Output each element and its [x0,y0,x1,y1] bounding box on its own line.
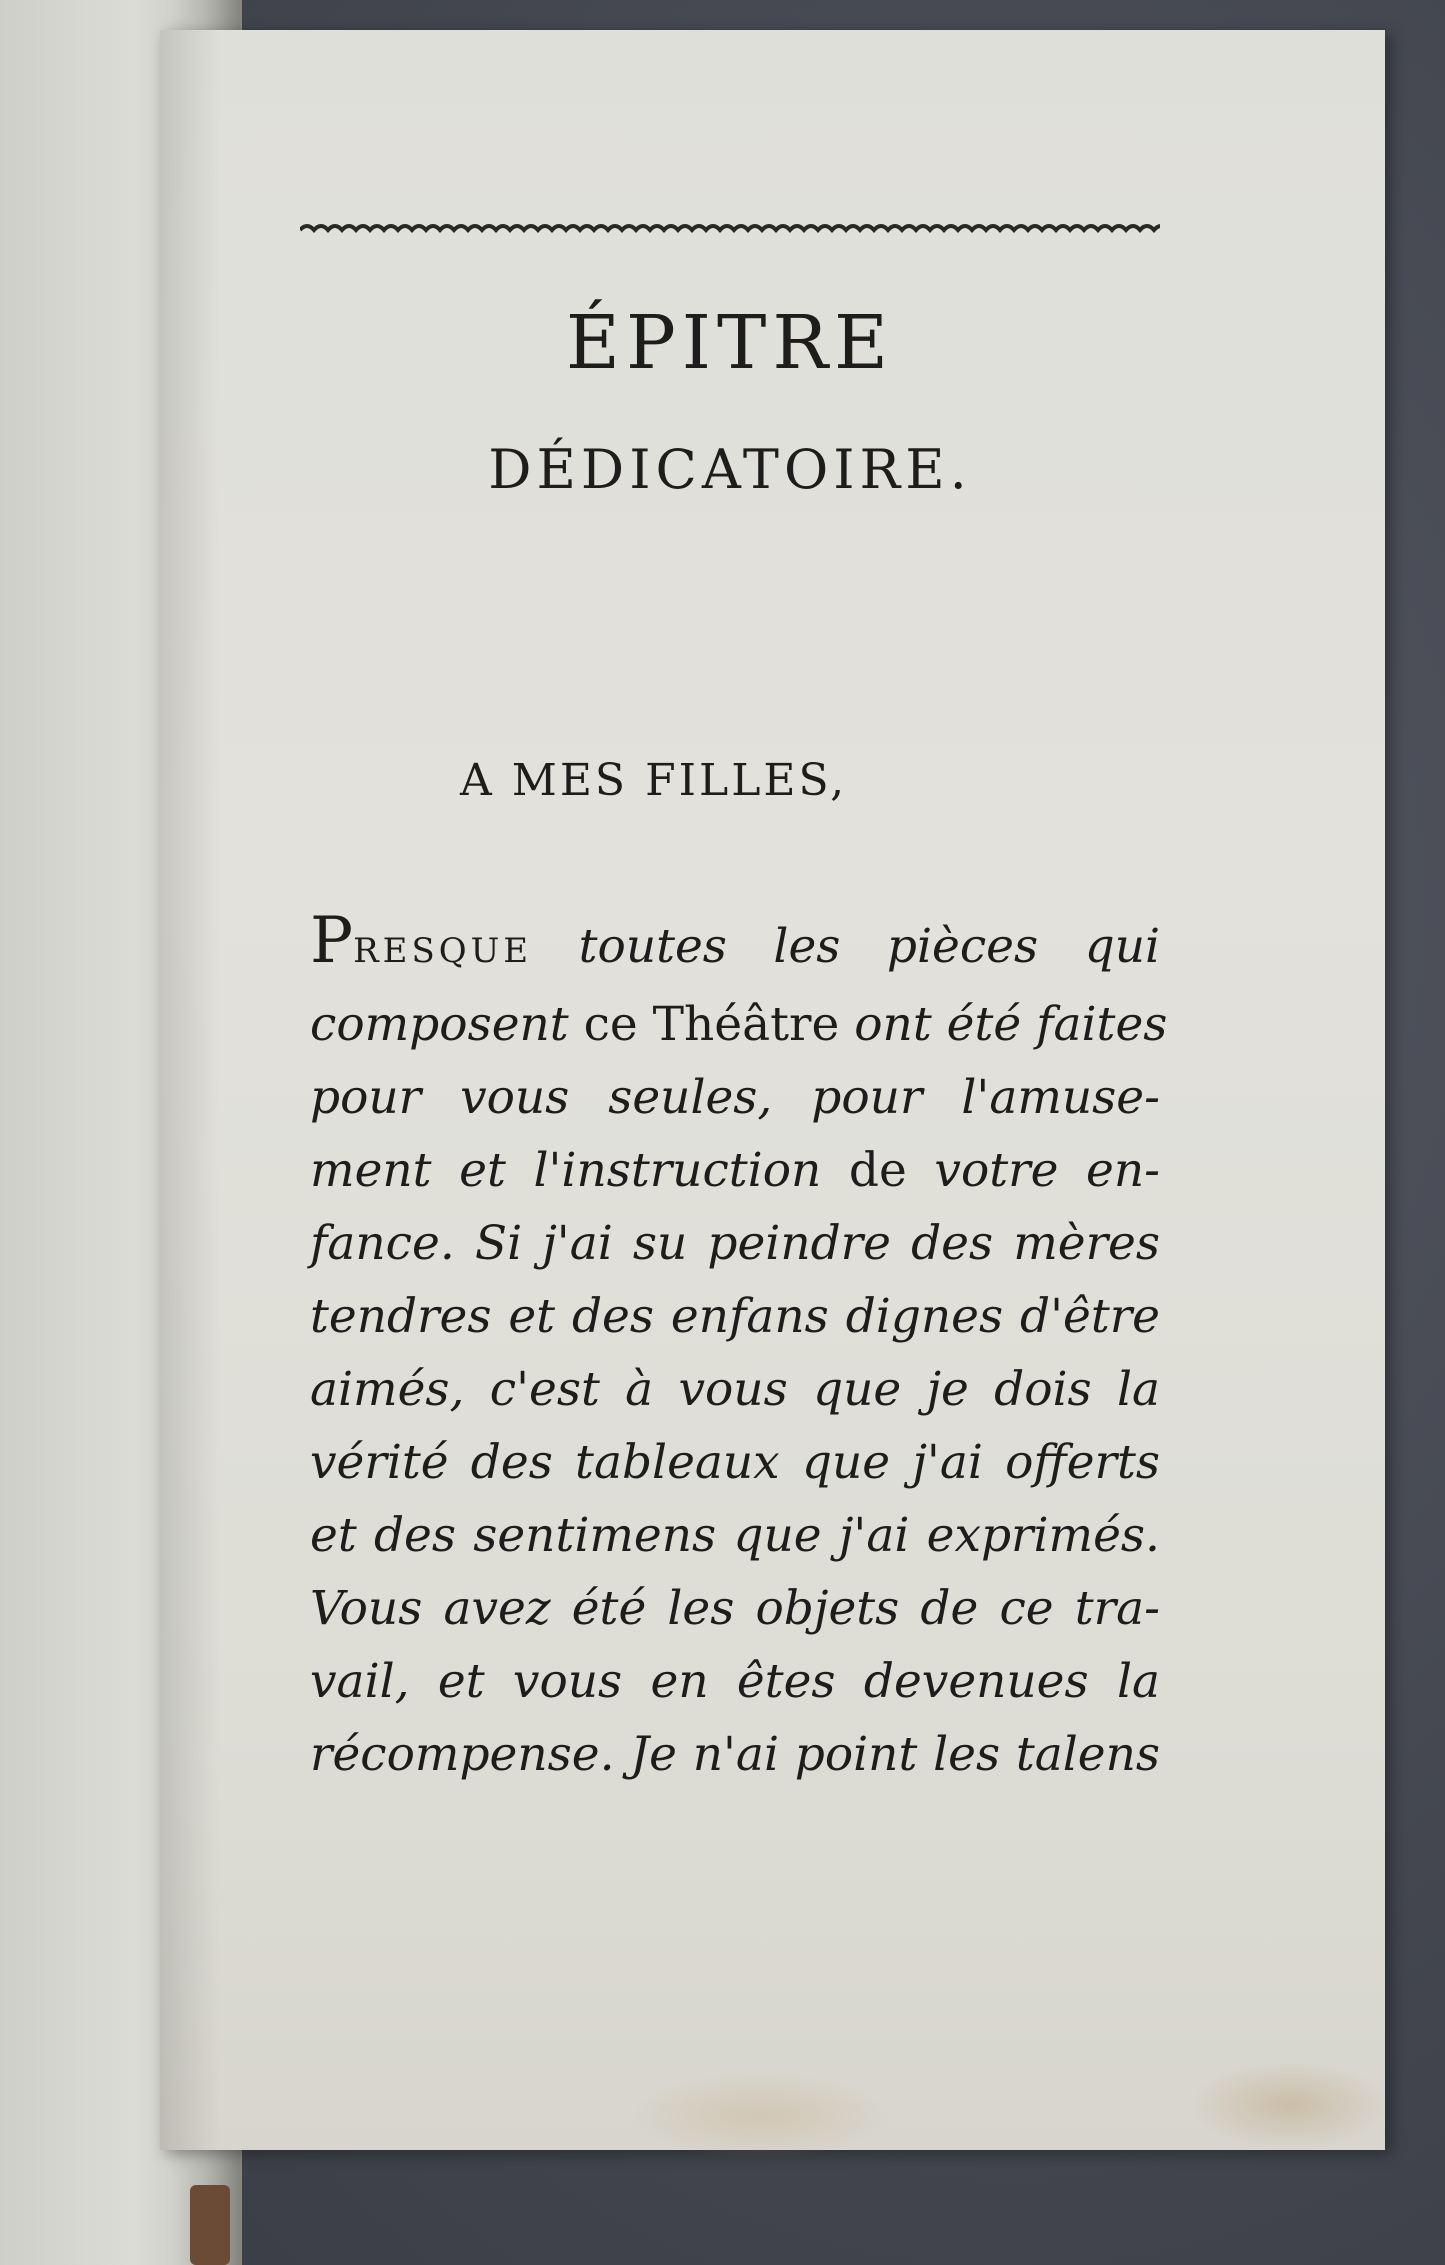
dedication-text [310,904,1168,1791]
foxing-stain [630,2070,890,2160]
text-line: composent ce Théâtre ont été faites [310,997,1168,1052]
page-gutter-shadow [160,30,220,2150]
text-line: vail, et vous en êtes devenues la [310,1654,1160,1709]
text-line: vérité des tableaux que j'ai offerts [310,1435,1160,1490]
binding-leather [190,2185,230,2265]
text-line: et des sentimens que j'ai exprimés. [310,1508,1160,1563]
drop-cap: P [310,904,354,978]
text-line: aimés, c'est à vous que je dois la [310,1362,1160,1417]
ornamental-rule [300,220,1160,240]
page-title: ÉPITRE [565,300,895,386]
text-line: Vous avez été les objets de ce tra- [310,1581,1160,1636]
text-line: tendres et des enfans dignes d'être [310,1289,1160,1344]
text-line: PRESQUE toutes les pièces qui [310,904,1160,978]
text-line: ment et l'instruction de votre en- [310,1143,1160,1198]
page-subtitle: DÉDICATOIRE. [488,438,972,501]
text-line: fance. Si j'ai su peindre des mères [310,1216,1160,1271]
foxing-stain [1190,2060,1390,2150]
text-line: pour vous seules, pour l'amuse- [310,1070,1160,1125]
text-line: récompense. Je n'ai point les talens [310,1727,1160,1782]
salutation: A MES FILLES, [460,755,848,806]
